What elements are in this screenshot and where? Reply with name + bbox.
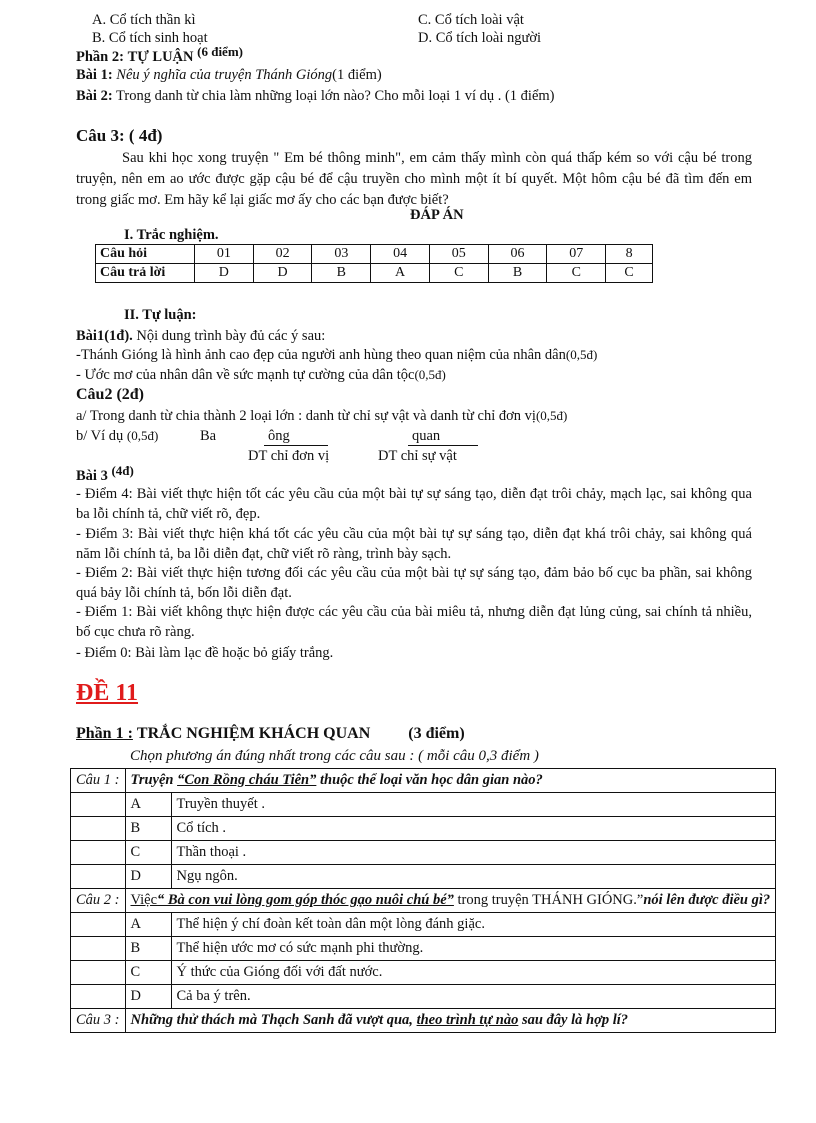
option-c: C. Cổ tích loài vật: [418, 12, 524, 28]
option-text: Ý thức của Gióng đối với đất nước.: [171, 961, 776, 985]
option-letter: B: [125, 817, 171, 841]
phan2-label: Phần 2:: [76, 49, 124, 65]
question-text-post: thuộc thể loại văn học dân gian nào?: [316, 772, 543, 788]
bai1-answer-line1: [76, 347, 597, 364]
question-cell: 07: [547, 245, 606, 264]
option-text: Cả ba ý trên.: [171, 985, 776, 1009]
answer-table: [95, 244, 653, 283]
answer-cell: D: [253, 264, 312, 283]
example-ong: ông: [264, 428, 328, 446]
cau3-label: Câu 3:: [76, 126, 125, 145]
bai2-line: [76, 88, 555, 105]
question-cell: 04: [371, 245, 430, 264]
example-dt-don-vi: DT chỉ đơn vị: [248, 448, 330, 464]
question-text-post: nói lên được điều gì?: [643, 892, 771, 908]
bai1-label: Bài 1:: [76, 67, 113, 83]
bai3-answer-label: Bài 3: [76, 468, 108, 484]
row-label-answers: Câu trả lời: [96, 264, 195, 283]
bai1-answer-line2-points: (0,5đ): [414, 367, 446, 382]
option-row: [71, 961, 776, 985]
answer-cell: A: [371, 264, 430, 283]
score-2: - Điểm 2: Bài viết thực hiện tương đối các yêu cầu của một bài tự sự sáng tạo, đảm bảo bố cục ba phần, sai không quá bảy lỗi chính tả, bốn lỗi diễn đạt.: [76, 565, 752, 601]
bai3-answer-points: (4đ): [111, 463, 134, 478]
question-label: Câu 3 :: [71, 1009, 126, 1033]
cau2-answer-a-text: a/ Trong danh từ chia thành 2 loại lớn : danh từ chỉ sự vật và danh từ chỉ đơn vị: [76, 408, 536, 424]
question-cell: 8: [606, 245, 653, 264]
score-0: - Điểm 0: Bài làm lạc đề hoặc bỏ giấy trắng.: [76, 645, 334, 661]
tu-luan-title: II. Tự luận:: [124, 307, 197, 323]
question-title: “Con Rồng cháu Tiên”: [177, 772, 317, 788]
bai1-answer-heading: [76, 328, 325, 345]
score-4: - Điểm 4: Bài viết thực hiện tốt các yêu cầu của một bài tự sự sáng tạo, diễn đạt trôi chảy, mạch lạc, sai không qua ba lỗi chính tả, chữ viết rõ, đẹp.: [76, 486, 752, 522]
bai1-answer-line1-text: -Thánh Gióng là hình ảnh cao đẹp của người anh hùng theo quan niệm của nhân dân: [76, 347, 566, 363]
bai1-answer-label: Bài1(1đ).: [76, 328, 133, 344]
option-row: [71, 841, 776, 865]
question-text: [125, 769, 776, 793]
question-text: [125, 1009, 776, 1033]
question-text-pre: Những thử thách mà Thạch Sanh đã vượt qua,: [130, 1012, 417, 1028]
phan2-title: TỰ LUẬN: [127, 49, 194, 65]
question-text-mid: trong truyện THÁNH GIÓNG.”: [453, 892, 644, 908]
example-quan: quan: [408, 428, 478, 446]
phan1-heading: [76, 725, 465, 743]
option-text: Thể hiện ước mơ có sức mạnh phi thường.: [171, 937, 776, 961]
option-row: [71, 793, 776, 817]
cau3-points: ( 4đ): [128, 126, 163, 145]
question-text-underlined: theo trình tự nào: [416, 1012, 519, 1028]
bai2-text: Trong danh từ chia làm những loại lớn nào? Cho mỗi loại 1 ví dụ . (1 điểm): [116, 88, 555, 104]
de11-title: ĐỀ 11: [76, 680, 139, 706]
question-cell: 02: [253, 245, 312, 264]
answer-cell: C: [547, 264, 606, 283]
question-row: [71, 889, 776, 913]
question-label: Câu 1 :: [71, 769, 126, 793]
cau3-heading: [76, 126, 162, 146]
bai1-line: [76, 67, 382, 84]
score-3: - Điểm 3: Bài viết thực hiện khá tốt các yêu cầu của một bài tự sự sáng tạo, diễn đạt khá trôi chảy, sai không quá năm lỗi chính tả, ba lỗi diễn đạt, chữ viết rõ ràng, trình bày sạch.: [76, 526, 752, 562]
phan1-title: TRẮC NGHIỆM KHÁCH QUAN: [136, 725, 371, 742]
option-a: A. Cổ tích thần kì: [92, 12, 196, 28]
phan1-points: (3 điểm): [408, 725, 465, 742]
answer-cell: C: [429, 264, 488, 283]
bai1-answer-intro: Nội dung trình bày đủ các ý sau:: [136, 328, 326, 344]
dap-an-title: ĐÁP ÁN: [410, 207, 464, 223]
option-letter: A: [125, 793, 171, 817]
option-b: B. Cổ tích sinh hoạt: [92, 30, 208, 46]
phan1-label: Phần 1 :: [76, 725, 133, 742]
question-row: [71, 1009, 776, 1033]
option-letter: D: [125, 865, 171, 889]
bai3-answer-heading: [76, 463, 134, 485]
option-d: D. Cổ tích loài người: [418, 30, 542, 46]
option-letter: B: [125, 937, 171, 961]
cau2-answer-a: [76, 408, 567, 425]
question-text: [125, 889, 776, 913]
question-cell: 03: [312, 245, 371, 264]
score-1: - Điểm 1: Bài viết không thực hiện được các yêu cầu của bài miêu tả, nhưng diễn đạt lủng củng, sai chính tả nhiều, bố cục chưa rõ ràng.: [76, 604, 752, 640]
option-text: Thể hiện ý chí đoàn kết toàn dân một lòng đánh giặc.: [171, 913, 776, 937]
cau2-answer-a-points: (0,5đ): [535, 408, 568, 423]
quiz-table: [70, 768, 776, 1033]
row-label-questions: Câu hỏi: [96, 245, 195, 264]
option-text: Thần thoại .: [171, 841, 776, 865]
bai1-points: (1 điểm): [332, 67, 382, 83]
cau2-answer-heading: Câu2 (2đ): [76, 386, 145, 403]
option-row: [71, 865, 776, 889]
option-letter: C: [125, 841, 171, 865]
question-quote: “ Bà con vui lòng gom góp thóc gạo nuôi chú bé”: [157, 892, 454, 908]
cau2-answer-b: [76, 428, 158, 445]
bai1-answer-line2-text: - Ước mơ của nhân dân về sức mạnh tự cường của dân tộc: [76, 367, 415, 383]
option-text: Cổ tích .: [171, 817, 776, 841]
answer-cell: C: [606, 264, 653, 283]
question-text-pre: Việc: [130, 892, 158, 908]
answer-cell: B: [312, 264, 371, 283]
answer-cell: B: [488, 264, 547, 283]
bai2-label: Bài 2:: [76, 88, 113, 104]
cau3-text: Sau khi học xong truyện " Em bé thông minh", em cảm thấy mình còn quá thấp kém so với cậu bé trong truyện, nên em ao ước được gặp cậu bé để cậu truyền cho mình một ít bí quyết. Một hôm cậu bé đã tìm đến em trong giấc mơ. Em hãy kể lại giấc mơ ấy cho các bạn được biết?: [76, 150, 752, 208]
option-letter: D: [125, 985, 171, 1009]
example-dt-su-vat: DT chỉ sự vật: [378, 448, 457, 464]
option-row: [71, 985, 776, 1009]
question-text-post: sau đây là hợp lí?: [518, 1012, 629, 1028]
bai1-answer-line1-points: (0,5đ): [565, 347, 598, 362]
cau2-answer-b-text: b/ Ví dụ: [76, 428, 124, 444]
answer-table-row-answers: [96, 264, 653, 283]
bai1-text: Nêu ý nghĩa của truyện Thánh Gióng: [116, 67, 333, 83]
cau2-answer-b-points: (0,5đ): [126, 428, 159, 443]
answer-cell: D: [195, 264, 254, 283]
question-cell: 05: [429, 245, 488, 264]
option-letter: C: [125, 961, 171, 985]
question-text-pre: Truyện: [130, 772, 178, 788]
question-label: Câu 2 :: [71, 889, 126, 913]
phan2-points: (6 điểm): [197, 44, 243, 59]
question-cell: 06: [488, 245, 547, 264]
option-row: [71, 817, 776, 841]
option-text: Ngụ ngôn.: [171, 865, 776, 889]
bai1-answer-line2: [76, 367, 446, 384]
option-row: [71, 937, 776, 961]
trac-nghiem-title: I. Trắc nghiệm.: [124, 227, 219, 243]
option-letter: A: [125, 913, 171, 937]
option-text: Truyền thuyết .: [171, 793, 776, 817]
instruction: Chọn phương án đúng nhất trong các câu sau : ( mỗi câu 0,3 điểm ): [130, 748, 539, 764]
question-row: [71, 769, 776, 793]
question-cell: 01: [195, 245, 254, 264]
option-row: [71, 913, 776, 937]
example-ba: Ba: [200, 428, 217, 444]
phan2-heading: [76, 44, 243, 66]
answer-table-row-questions: [96, 245, 653, 264]
